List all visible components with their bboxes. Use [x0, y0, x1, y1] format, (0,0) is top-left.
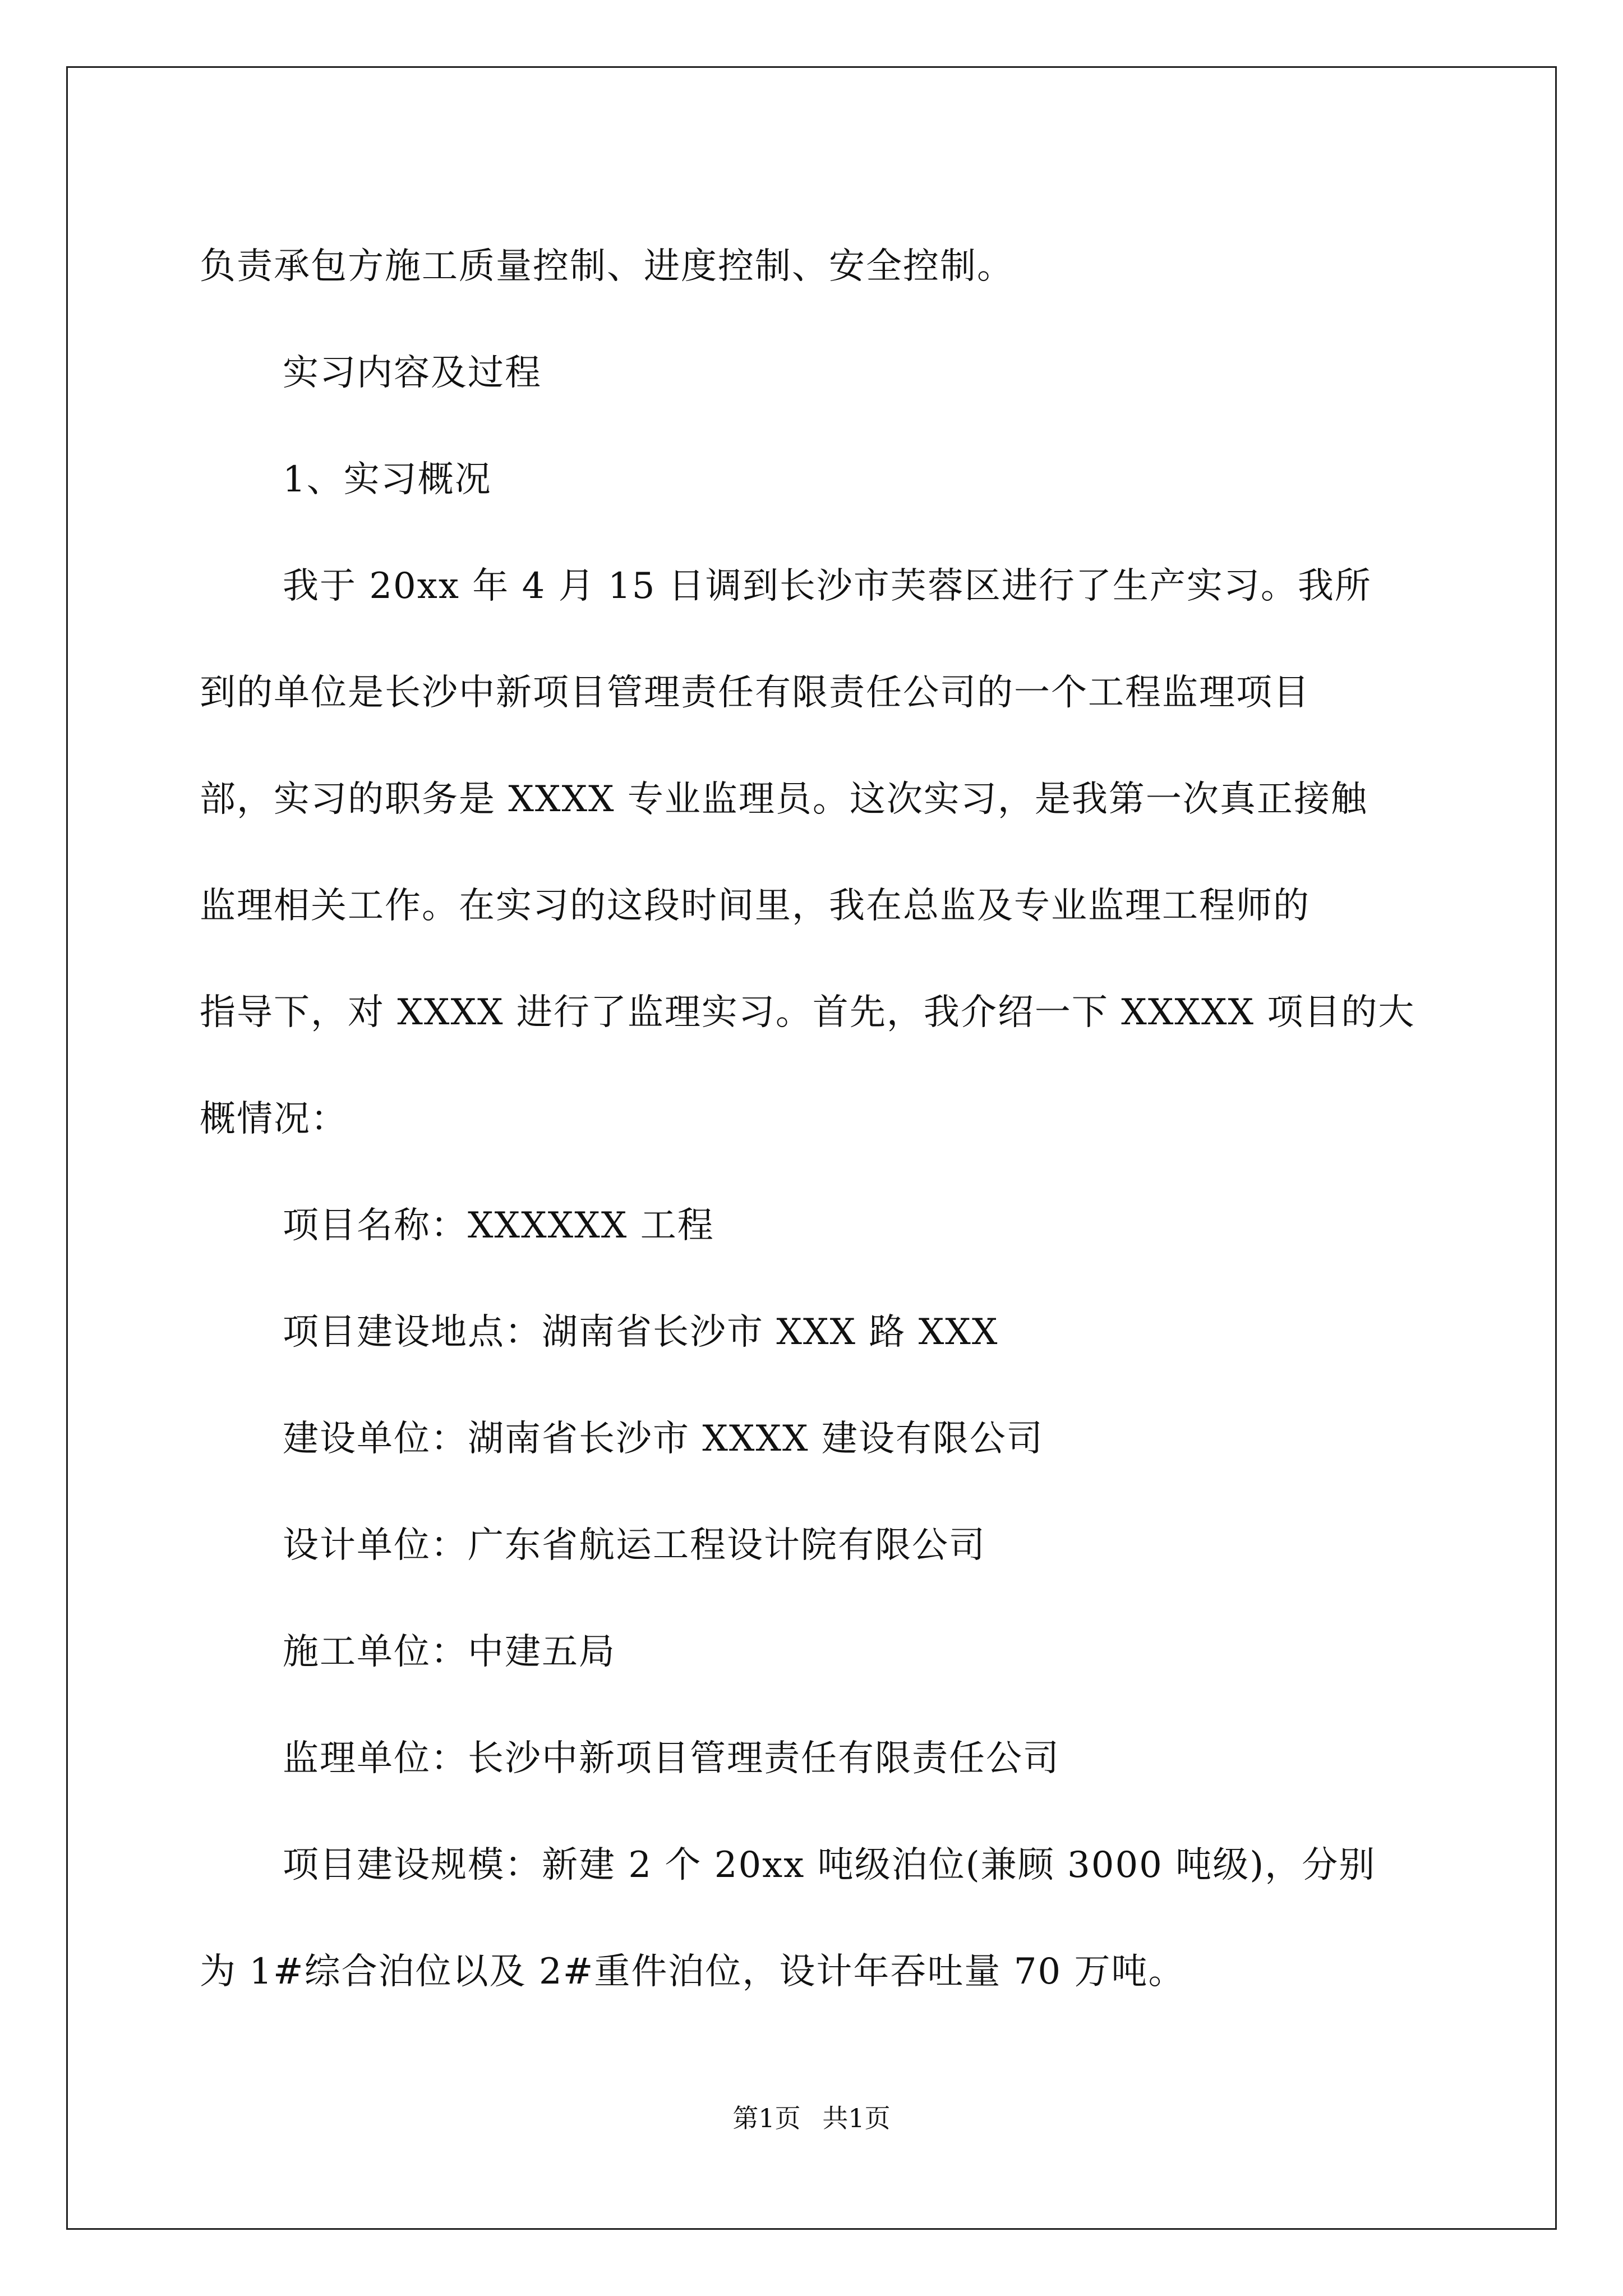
- text-line: 部，实习的职务是 XXXX 专业监理员。这次实习，是我第一次真正接触: [200, 779, 1368, 820]
- text-line: 负责承包方施工质量控制、进度控制、安全控制。: [200, 246, 1014, 287]
- text-line: 指导下，对 XXXX 进行了监理实习。首先，我介绍一下 XXXXX 项目的大: [200, 992, 1415, 1033]
- text-line: 设计单位：广东省航运工程设计院有限公司: [283, 1525, 986, 1566]
- text-line: 项目名称：XXXXXX 工程: [283, 1205, 714, 1246]
- text-line: 项目建设地点：湖南省长沙市 XXX 路 XXX: [283, 1312, 999, 1353]
- text-line: 到的单位是长沙中新项目管理责任有限责任公司的一个工程监理项目: [200, 672, 1310, 714]
- text-line: 1、实习概况: [283, 459, 492, 500]
- page-number: 第1页: [732, 2103, 801, 2133]
- text-line: 实习内容及过程: [283, 352, 542, 394]
- text-line: 建设单位：湖南省长沙市 XXXX 建设有限公司: [283, 1418, 1044, 1460]
- page-total: 共1页: [822, 2103, 891, 2133]
- document-body: [200, 213, 1433, 2025]
- text-line: 监理相关工作。在实习的这段时间里，我在总监及专业监理工程师的: [200, 885, 1310, 927]
- text-line: 我于 20xx 年 4 月 15 日调到长沙市芙蓉区进行了生产实习。我所: [283, 565, 1372, 607]
- text-line: 监理单位：长沙中新项目管理责任有限责任公司: [283, 1738, 1060, 1779]
- text-line: 概情况：: [200, 1098, 348, 1140]
- text-line: 为 1#综合泊位以及 2#重件泊位，设计年吞吐量 70 万吨。: [200, 1951, 1186, 1993]
- text-line: 施工单位：中建五局: [283, 1631, 616, 1673]
- text-line: 项目建设规模：新建 2 个 20xx 吨级泊位(兼顾 3000 吨级)，分别: [283, 1844, 1376, 1886]
- page-footer: [0, 2098, 1623, 2135]
